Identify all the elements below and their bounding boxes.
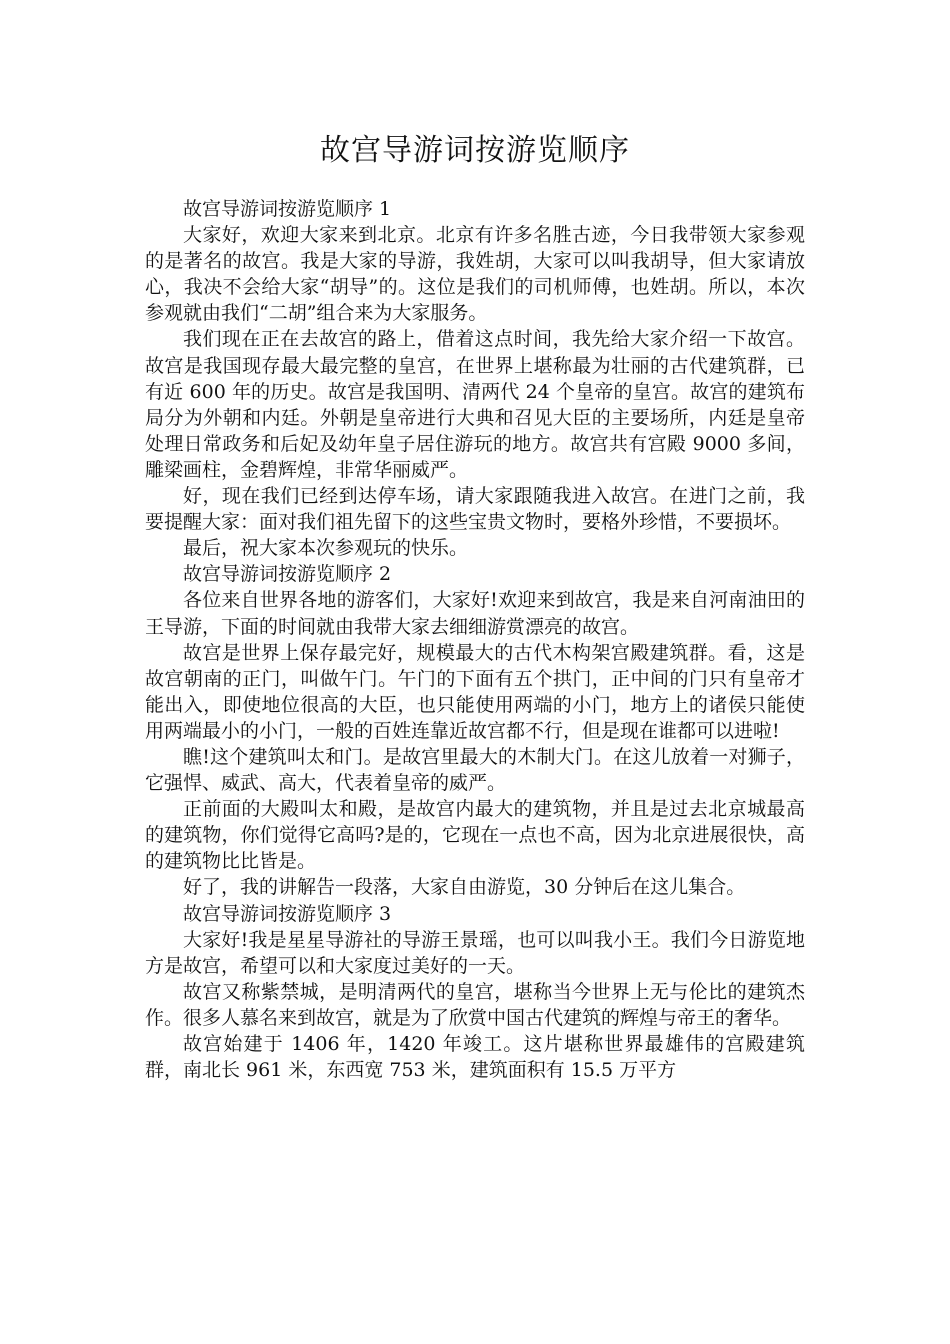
section-heading: 故宫导游词按游览顺序 1	[183, 198, 392, 220]
document-body	[145, 196, 805, 1083]
paragraph: 故宫是世界上保存最完好，规模最大的古代木构架宫殿建筑群。看，这是故宫朝南的正门，叫做午门。午门的下面有五个拱门，正中间的门只有皇帝才能出入，即使地位很高的大臣，也只能使用两端的小门，地方上的诸侯只能使用两端最小的小门，一般的百姓连靠近故宫都不行，但是现在谁都可以进啦!	[145, 641, 805, 742]
paragraph: 大家好，欢迎大家来到北京。北京有许多名胜古迹，今日我带领大家参观的是著名的故宫。我是大家的导游，我姓胡，大家可以叫我胡导，但大家请放心，我决不会给大家“胡导”的。这位是我们的司机师傅，也姓胡。所以，本次参观就由我们“二胡”组合来为大家服务。	[145, 224, 805, 325]
paragraph: 好了，我的讲解告一段落，大家自由游览，30 分钟后在这儿集合。	[183, 876, 746, 899]
paragraph: 正前面的大殿叫太和殿，是故宫内最大的建筑物，并且是过去北京城最高的建筑物，你们觉得它高吗?是的，它现在一点也不高，因为北京进展很快，高的建筑物比比皆是。	[145, 798, 805, 873]
paragraph: 故宫又称紫禁城，是明清两代的皇宫，堪称当今世界上无与伦比的建筑杰作。很多人慕名来到故宫，就是为了欣赏中国古代建筑的辉煌与帝王的奢华。	[145, 980, 805, 1029]
paragraph: 最后，祝大家本次参观玩的快乐。	[183, 537, 469, 560]
document-title: 故宫导游词按游览顺序	[320, 133, 630, 168]
document-page	[145, 128, 805, 1083]
paragraph: 瞧!这个建筑叫太和门。是故宫里最大的木制大门。在这儿放着一对狮子，它强悍、威武、高大，代表着皇帝的威严。	[145, 745, 805, 795]
paragraph: 故宫始建于 1406 年，1420 年竣工。这片堪称世界最雄伟的宫殿建筑群，南北长 961 米，东西宽 753 米，建筑面积有 15.5 万平方	[145, 1033, 805, 1082]
paragraph: 我们现在正在去故宫的路上，借着这点时间，我先给大家介绍一下故宫。故宫是我国现存最大最完整的皇宫，在世界上堪称最为壮丽的古代建筑群，已有近 600 年的历史。故宫是我国明、清两代 24 个皇帝的皇宫。故宫的建筑布局分为外朝和内廷。外朝是皇帝进行大典和召见大臣的主要场所，内廷是皇帝处理日常政务和后妃及幼年皇子居住游玩的地方。故宫共有宫殿 9000 多间，雕梁画柱，金碧辉煌，非常华丽威严。	[145, 328, 805, 481]
section-heading: 故宫导游词按游览顺序 2	[183, 563, 392, 586]
paragraph: 大家好!我是星星导游社的导游王景瑶，也可以叫我小王。我们今日游览地方是故宫，希望可以和大家度过美好的一天。	[145, 928, 805, 977]
paragraph: 各位来自世界各地的游客们，大家好!欢迎来到故宫，我是来自河南油田的王导游，下面的时间就由我带大家去细细游赏漂亮的故宫。	[145, 589, 805, 638]
paragraph: 好，现在我们已经到达停车场，请大家跟随我进入故宫。在进门之前，我要提醒大家：面对我们祖先留下的这些宝贵文物时，要格外珍惜，不要损坏。	[145, 485, 805, 534]
section-heading: 故宫导游词按游览顺序 3	[183, 902, 392, 925]
